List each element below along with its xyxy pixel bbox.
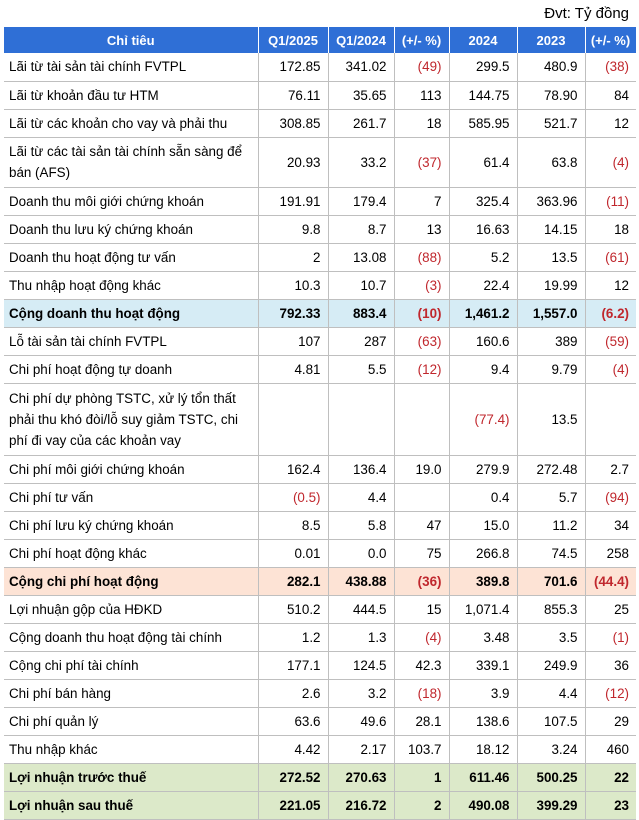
table-cell: 389: [517, 327, 585, 355]
table-cell: 399.29: [517, 791, 585, 819]
table-cell: (11): [585, 187, 636, 215]
row-label: Lãi từ các khoản cho vay và phải thu: [4, 109, 258, 137]
table-cell: 389.8: [449, 567, 517, 595]
table-cell: 13: [394, 215, 449, 243]
table-cell: (59): [585, 327, 636, 355]
table-cell: 144.75: [449, 81, 517, 109]
table-cell: (38): [585, 53, 636, 81]
unit-label: Đvt: Tỷ đồng: [544, 5, 629, 22]
table-row: [4, 355, 636, 383]
table-cell: 490.08: [449, 791, 517, 819]
row-label: Doanh thu môi giới chứng khoán: [4, 187, 258, 215]
table-cell: 287: [328, 327, 394, 355]
table-row: [4, 455, 636, 483]
table-cell: 272.48: [517, 455, 585, 483]
table-header-row: [4, 27, 636, 53]
table-cell: 3.5: [517, 623, 585, 651]
table-cell: (10): [394, 299, 449, 327]
table-cell: 3.9: [449, 679, 517, 707]
table-cell: 22: [585, 763, 636, 791]
table-cell: 2.17: [328, 735, 394, 763]
table-cell: 107: [258, 327, 328, 355]
header-change-year: (+/- %): [585, 27, 636, 53]
table-cell: 61.4: [449, 137, 517, 187]
table-row: [4, 327, 636, 355]
row-label: Lãi từ khoản đầu tư HTM: [4, 81, 258, 109]
table-cell: 9.4: [449, 355, 517, 383]
table-cell: (4): [394, 623, 449, 651]
table-cell: (63): [394, 327, 449, 355]
table-cell: 611.46: [449, 763, 517, 791]
table-cell: 36: [585, 651, 636, 679]
table-row: [4, 791, 636, 819]
table-cell: (18): [394, 679, 449, 707]
table-cell: (12): [394, 355, 449, 383]
table-cell: 8.5: [258, 511, 328, 539]
table-cell: 138.6: [449, 707, 517, 735]
table-cell: 5.5: [328, 355, 394, 383]
table-cell: 0.0: [328, 539, 394, 567]
table-cell: (1): [585, 623, 636, 651]
table-cell: 325.4: [449, 187, 517, 215]
table-row: [4, 109, 636, 137]
row-label: Chi phí hoạt động tự doanh: [4, 355, 258, 383]
table-cell: 12: [585, 109, 636, 137]
row-label: Lợi nhuận sau thuế: [4, 791, 258, 819]
table-cell: 47: [394, 511, 449, 539]
table-cell: 84: [585, 81, 636, 109]
table-row: [4, 187, 636, 215]
table-cell: 11.2: [517, 511, 585, 539]
row-label: Cộng doanh thu hoạt động tài chính: [4, 623, 258, 651]
table-cell: (3): [394, 271, 449, 299]
table-cell: 19.99: [517, 271, 585, 299]
table-row: [4, 243, 636, 271]
table-cell: 42.3: [394, 651, 449, 679]
table-cell: 15: [394, 595, 449, 623]
table-cell: 74.5: [517, 539, 585, 567]
table-cell: (61): [585, 243, 636, 271]
table-cell: 308.85: [258, 109, 328, 137]
table-cell: 2: [394, 791, 449, 819]
table-cell: 103.7: [394, 735, 449, 763]
table-cell: 18: [585, 215, 636, 243]
table-cell: 9.79: [517, 355, 585, 383]
table-cell: 18: [394, 109, 449, 137]
table-cell: 160.6: [449, 327, 517, 355]
table-cell: 221.05: [258, 791, 328, 819]
table-row: [4, 735, 636, 763]
table-row: [4, 623, 636, 651]
table-cell: 25: [585, 595, 636, 623]
row-label: Cộng chi phí hoạt động: [4, 567, 258, 595]
table-cell: (44.4): [585, 567, 636, 595]
table-cell: 4.81: [258, 355, 328, 383]
table-cell: 1.3: [328, 623, 394, 651]
row-label: Chi phí bán hàng: [4, 679, 258, 707]
table-cell: 113: [394, 81, 449, 109]
table-cell: 3.24: [517, 735, 585, 763]
table-cell: 4.42: [258, 735, 328, 763]
table-cell: 1: [394, 763, 449, 791]
table-cell: (12): [585, 679, 636, 707]
row-label: Chi phí tư vấn: [4, 483, 258, 511]
table-row: [4, 483, 636, 511]
table-cell: 1,071.4: [449, 595, 517, 623]
table-row: [4, 763, 636, 791]
table-cell: (94): [585, 483, 636, 511]
table-cell: 282.1: [258, 567, 328, 595]
row-label: Doanh thu hoạt động tư vấn: [4, 243, 258, 271]
row-label: Lợi nhuận trước thuế: [4, 763, 258, 791]
table-cell: [258, 383, 328, 455]
table-cell: 521.7: [517, 109, 585, 137]
table-cell: 216.72: [328, 791, 394, 819]
financial-table: [4, 27, 637, 820]
header-change-quarter: (+/- %): [394, 27, 449, 53]
table-cell: 5.8: [328, 511, 394, 539]
table-cell: 75: [394, 539, 449, 567]
header-q1-2025: Q1/2025: [258, 27, 328, 53]
table-cell: (36): [394, 567, 449, 595]
table-row: [4, 137, 636, 187]
table-row: [4, 679, 636, 707]
row-label: Chi phí môi giới chứng khoán: [4, 455, 258, 483]
table-cell: 29: [585, 707, 636, 735]
table-row: [4, 383, 636, 455]
table-cell: 172.85: [258, 53, 328, 81]
table-cell: [585, 383, 636, 455]
header-q1-2024: Q1/2024: [328, 27, 394, 53]
table-cell: 1.2: [258, 623, 328, 651]
table-cell: [394, 383, 449, 455]
row-label: Doanh thu lưu ký chứng khoán: [4, 215, 258, 243]
table-cell: 10.7: [328, 271, 394, 299]
table-cell: 22.4: [449, 271, 517, 299]
table-cell: 0.4: [449, 483, 517, 511]
table-cell: 272.52: [258, 763, 328, 791]
table-cell: 5.7: [517, 483, 585, 511]
row-label: Cộng chi phí tài chính: [4, 651, 258, 679]
table-cell: 7: [394, 187, 449, 215]
table-cell: 63.6: [258, 707, 328, 735]
table-row: [4, 511, 636, 539]
table-row: [4, 539, 636, 567]
table-row: [4, 595, 636, 623]
table-cell: 177.1: [258, 651, 328, 679]
table-cell: 510.2: [258, 595, 328, 623]
table-cell: (49): [394, 53, 449, 81]
row-label: Thu nhập khác: [4, 735, 258, 763]
table-cell: 585.95: [449, 109, 517, 137]
table-cell: 855.3: [517, 595, 585, 623]
table-cell: 49.6: [328, 707, 394, 735]
table-cell: 2.7: [585, 455, 636, 483]
table-cell: (88): [394, 243, 449, 271]
table-cell: 18.12: [449, 735, 517, 763]
table-cell: 4.4: [517, 679, 585, 707]
table-cell: 14.15: [517, 215, 585, 243]
table-cell: 460: [585, 735, 636, 763]
row-label: Lãi từ tài sản tài chính FVTPL: [4, 53, 258, 81]
table-cell: 34: [585, 511, 636, 539]
row-label: Lợi nhuận gộp của HĐKD: [4, 595, 258, 623]
table-cell: (6.2): [585, 299, 636, 327]
table-cell: 279.9: [449, 455, 517, 483]
table-cell: 500.25: [517, 763, 585, 791]
table-cell: 299.5: [449, 53, 517, 81]
table-cell: 8.7: [328, 215, 394, 243]
row-label: Chi phí quản lý: [4, 707, 258, 735]
table-cell: 124.5: [328, 651, 394, 679]
header-2023: 2023: [517, 27, 585, 53]
table-cell: 341.02: [328, 53, 394, 81]
row-label: Chi phí hoạt động khác: [4, 539, 258, 567]
table-row: [4, 53, 636, 81]
table-cell: 63.8: [517, 137, 585, 187]
table-cell: 191.91: [258, 187, 328, 215]
table-cell: 136.4: [328, 455, 394, 483]
table-row: [4, 651, 636, 679]
table-cell: 339.1: [449, 651, 517, 679]
table-cell: 249.9: [517, 651, 585, 679]
table-cell: 23: [585, 791, 636, 819]
table-cell: 261.7: [328, 109, 394, 137]
table-row: [4, 81, 636, 109]
table-cell: [328, 383, 394, 455]
table-cell: 438.88: [328, 567, 394, 595]
table-cell: (37): [394, 137, 449, 187]
table-cell: 3.2: [328, 679, 394, 707]
table-cell: 107.5: [517, 707, 585, 735]
row-label: Chi phí dự phòng TSTC, xử lý tổn thất phải thu khó đòi/lỗ suy giảm TSTC, chi phí đi vay của các khoản vay: [4, 383, 258, 455]
row-label: Thu nhập hoạt động khác: [4, 271, 258, 299]
table-cell: (77.4): [449, 383, 517, 455]
table-cell: 13.08: [328, 243, 394, 271]
table-cell: 76.11: [258, 81, 328, 109]
table-cell: 3.48: [449, 623, 517, 651]
table-cell: 0.01: [258, 539, 328, 567]
row-label: Lỗ tài sản tài chính FVTPL: [4, 327, 258, 355]
table-cell: 1,557.0: [517, 299, 585, 327]
table-cell: 1,461.2: [449, 299, 517, 327]
table-cell: 266.8: [449, 539, 517, 567]
table-cell: 10.3: [258, 271, 328, 299]
table-cell: 2: [258, 243, 328, 271]
table-cell: 883.4: [328, 299, 394, 327]
table-cell: 78.90: [517, 81, 585, 109]
table-cell: 33.2: [328, 137, 394, 187]
table-cell: 258: [585, 539, 636, 567]
table-cell: 162.4: [258, 455, 328, 483]
row-label: Chi phí lưu ký chứng khoán: [4, 511, 258, 539]
table-cell: (0.5): [258, 483, 328, 511]
table-cell: [394, 483, 449, 511]
table-cell: 363.96: [517, 187, 585, 215]
row-label: Cộng doanh thu hoạt động: [4, 299, 258, 327]
table-cell: (4): [585, 355, 636, 383]
table-cell: 12: [585, 271, 636, 299]
table-cell: 16.63: [449, 215, 517, 243]
table-cell: 270.63: [328, 763, 394, 791]
table-cell: 13.5: [517, 243, 585, 271]
table-cell: 480.9: [517, 53, 585, 81]
table-cell: 35.65: [328, 81, 394, 109]
table-row: [4, 215, 636, 243]
table-cell: 20.93: [258, 137, 328, 187]
table-row: [4, 271, 636, 299]
row-label: Lãi từ các tài sản tài chính sẵn sàng để bán (AFS): [4, 137, 258, 187]
table-row: [4, 299, 636, 327]
table-cell: (4): [585, 137, 636, 187]
table-cell: 5.2: [449, 243, 517, 271]
table-cell: 28.1: [394, 707, 449, 735]
table-cell: 701.6: [517, 567, 585, 595]
header-indicator: Chỉ tiêu: [4, 27, 258, 53]
table-cell: 13.5: [517, 383, 585, 455]
table-cell: 19.0: [394, 455, 449, 483]
table-cell: 792.33: [258, 299, 328, 327]
table-row: [4, 567, 636, 595]
header-2024: 2024: [449, 27, 517, 53]
table-cell: 444.5: [328, 595, 394, 623]
table-cell: 9.8: [258, 215, 328, 243]
table-cell: 2.6: [258, 679, 328, 707]
table-cell: 4.4: [328, 483, 394, 511]
table-cell: 15.0: [449, 511, 517, 539]
table-cell: 179.4: [328, 187, 394, 215]
table-row: [4, 707, 636, 735]
